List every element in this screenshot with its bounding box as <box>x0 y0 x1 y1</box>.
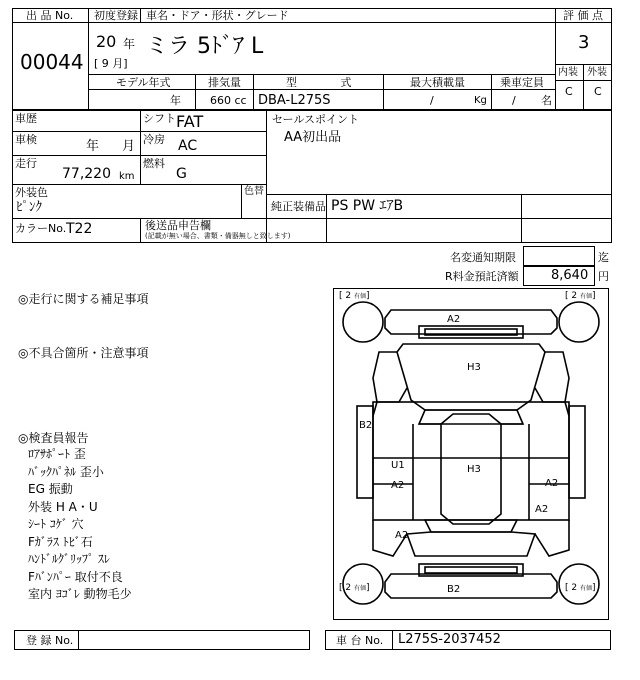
name-change-label: 名変通知期限 <box>450 251 516 264</box>
mileage-unit: km <box>119 171 135 182</box>
inspection-year-unit: 年 <box>86 139 100 154</box>
car-damage-diagram <box>333 288 609 620</box>
mark-roof: H3 <box>467 464 481 475</box>
mark-left-front-fender: B2 <box>359 420 373 431</box>
mark-left-door-u: U1 <box>391 460 405 471</box>
recycle-label: R料金預託済額 <box>445 270 519 283</box>
inspector-note: ﾊﾞｯｸﾊﾟﾈﾙ 歪小 <box>28 464 104 479</box>
name-change-box <box>523 246 595 266</box>
car-name: ミラ 5ﾄﾞｱ L <box>146 34 264 59</box>
equipment-label: 純正装備品 <box>271 200 326 213</box>
chassis-number: L275S-2037452 <box>398 632 501 647</box>
inspector-note: 室内 ﾖｺﾞﾚ 動物毛少 <box>28 587 132 601</box>
inspector-note: ﾛｱｻﾎﾟｰﾄ 歪 <box>28 447 86 461</box>
exterior-grade: C <box>594 85 602 98</box>
inspector-note: ｼｰﾄ ｺｹﾞ 穴 <box>28 517 84 531</box>
mark-left-rear-quarter: A2 <box>395 530 409 541</box>
mark-hood: H3 <box>467 362 481 373</box>
fuel-value: G <box>176 166 187 182</box>
capacity-unit: 名 <box>541 94 552 107</box>
capacity-label: 乗車定員 <box>500 76 544 89</box>
corner-label-bottom-right: [ 2 有価] <box>565 583 596 593</box>
displacement-value: 660 cc <box>210 94 247 107</box>
inspector-note: EG 振動 <box>28 482 73 496</box>
interior-label: 内装 <box>558 67 578 78</box>
mark-front-bumper: A2 <box>447 314 461 325</box>
equipment-value: PS PW ｴｱB <box>331 198 404 214</box>
defects-heading: ◎不具合箇所・注意事項 <box>18 346 149 360</box>
corner-label-bottom-left: [ 2 有価] <box>339 583 370 593</box>
fuel-label: 燃料 <box>143 157 165 170</box>
type-value: DBA-L275S <box>258 93 331 108</box>
mark-left-door-a: A2 <box>391 480 405 491</box>
inspector-notes <box>28 446 132 604</box>
max-load-slash: / <box>430 94 434 107</box>
inspection-label: 車検 <box>15 133 37 146</box>
interior-grade: C <box>565 85 573 98</box>
exterior-label: 外装 <box>587 67 607 78</box>
name-change-unit: 迄 <box>598 251 609 264</box>
inspector-note: Fｶﾞﾗｽ ﾄﾋﾞ石 <box>28 534 93 549</box>
sales-point-label: セールスポイント <box>272 113 360 126</box>
lot-number-label: 出 品 No. <box>26 9 74 22</box>
max-load-unit: Kg <box>474 95 487 106</box>
inspector-heading: ◎検査員報告 <box>18 431 89 445</box>
recycle-amount: 8,640 <box>551 268 589 283</box>
chassis-label: 車 台 No. <box>336 634 384 647</box>
inspector-note: Fﾊﾞﾝﾊﾟｰ 取付不良 <box>28 569 123 584</box>
model-year-unit: 年 <box>170 94 181 107</box>
corner-label-top-left: [ 2 有価] <box>339 291 370 301</box>
first-reg-label: 初度登録 <box>94 9 138 22</box>
sales-point-value: AA初出品 <box>284 130 342 145</box>
car-name-label: 車名・ドア・形状・グレード <box>146 9 289 22</box>
color-change-label: 色替 <box>244 186 264 197</box>
type-label: 型 式 <box>286 76 352 89</box>
aircon-value: AC <box>178 138 198 154</box>
color-label: 外装色 <box>15 186 48 199</box>
mileage-label: 走行 <box>15 157 37 170</box>
post-docs-label: 後送品申告欄 <box>145 219 211 232</box>
driving-notes-heading: ◎走行に関する補足事項 <box>18 292 149 306</box>
first-reg-month: [ 9 月] <box>94 57 128 70</box>
first-reg-year-unit: 年 <box>123 37 136 51</box>
recycle-unit: 円 <box>598 270 609 283</box>
mark-right-rear-door: A2 <box>535 504 549 515</box>
model-year-label: モデル年式 <box>116 76 171 89</box>
post-docs-note: (記載が無い場合、書類・備器無しと致します) <box>145 232 291 240</box>
aircon-label: 冷房 <box>143 133 165 146</box>
inspector-note: ﾊﾝﾄﾞﾙｸﾞﾘｯﾌﾟ ｽﾚ <box>28 552 110 566</box>
color-no-label: カラーNo. <box>15 222 67 235</box>
inspector-note: 外装 H A・U <box>28 499 98 514</box>
color-value: ﾋﾟﾝｸ <box>16 200 42 215</box>
mileage-value: 77,220 <box>62 166 111 182</box>
shift-value: FAT <box>176 112 204 131</box>
registration-label: 登 録 No. <box>26 634 74 647</box>
mark-right-front-door: A2 <box>545 478 559 489</box>
color-no-value: T22 <box>66 221 93 237</box>
inspection-month-unit: 月 <box>122 139 136 154</box>
shift-label: シフト <box>143 112 176 125</box>
mark-rear-bumper: B2 <box>447 584 461 595</box>
lot-number: 00044 <box>20 50 84 74</box>
corner-label-top-right: [ 2 有価] <box>565 291 596 301</box>
history-label: 車歴 <box>15 112 37 125</box>
max-load-label: 最大積載量 <box>410 76 465 89</box>
first-reg-year: 20 <box>96 32 117 51</box>
capacity-slash: / <box>512 94 516 107</box>
grade-value: 3 <box>578 32 590 53</box>
displacement-label: 排気量 <box>208 76 241 89</box>
grade-label: 評 価 点 <box>563 9 603 22</box>
